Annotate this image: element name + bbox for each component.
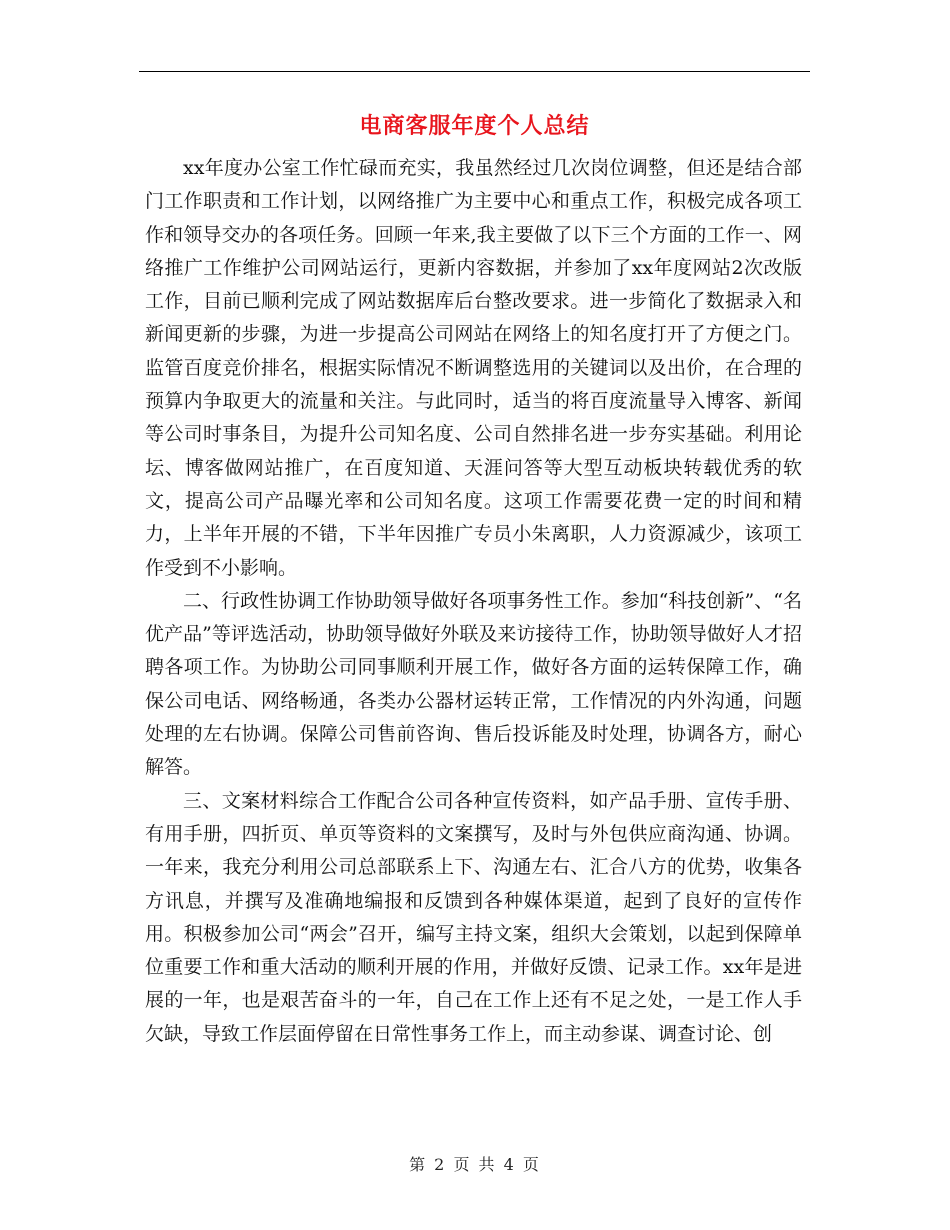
paragraph-3: 三、文案材料综合工作配合公司各种宣传资料，如产品手册、宣传手册、有用手册，四折页、单页等资料的文案撰写，及时与外包供应商沟通、协调。一年来，我充分利用公司总部联系上下、沟通左右、汇合八方的优势，收集各方讯息，并撰写及准确地编报和反馈到各种媒体渠道，起到了良好的宣传作用。积极参加公司“两会”召开，编写主持文案，组织大会策划，以起到保障单位重要工作和重大活动的顺利开展的作用，并做好反馈、记录工作。xx年是进展的一年，也是艰苦奋斗的一年，自己在工作上还有不足之处，一是工作人手欠缺，导致工作层面停留在日常性事务工作上，而主动参谋、调查讨论、创 [145, 789, 802, 1045]
paragraph-2: 二、行政性协调工作协助领导做好各项事务性工作。参加“科技创新”、“名优产品”等评选活动，协助领导做好外联及来访接待工作，协助领导做好人才招聘各项工作。为协助公司同事顺利开展工作，做好各方面的运转保障工作，确保公司电话、网络畅通，各类办公器材运转正常，工作情况的内外沟通，问题处理的左右协调。保障公司售前咨询、售后投诉能及时处理，协调各方，耐心解答。 [145, 589, 802, 779]
header-rule [139, 71, 810, 72]
document-title: 电商客服年度个人总结 [359, 113, 590, 139]
page-footer: 第 2 页 共 4 页 [409, 1155, 541, 1174]
paragraph-1: xx年度办公室工作忙碌而充实，我虽然经过几次岗位调整，但还是结合部门工作职责和工作计划，以网络推广为主要中心和重点工作，积极完成各项工作和领导交办的各项任务。回顾一年来,我主要做了以下三个方面的工作一、网络推广工作维护公司网站运行，更新内容数据，并参加了xx年度网站2次改版工作，目前已顺利完成了网站数据库后台整改要求。进一步简化了数据录入和新闻更新的步骤，为进一步提高公司网站在网络上的知名度打开了方便之门。监管百度竞价排名，根据实际情况不断调整选用的关键词以及出价，在合理的预算内争取更大的流量和关注。与此同时，适当的将百度流量导入博客、新闻等公司时事条目，为提升公司知名度、公司自然排名进一步夯实基础。利用论坛、博客做网站推广，在百度知道、天涯问答等大型互动板块转载优秀的软文，提高公司产品曝光率和公司知名度。这项工作需要花费一定的时间和精力，上半年开展的不错，下半年因推广专员小朱离职，人力资源减少，该项工作受到不小影响。 [145, 157, 802, 579]
document-body [145, 152, 802, 1051]
